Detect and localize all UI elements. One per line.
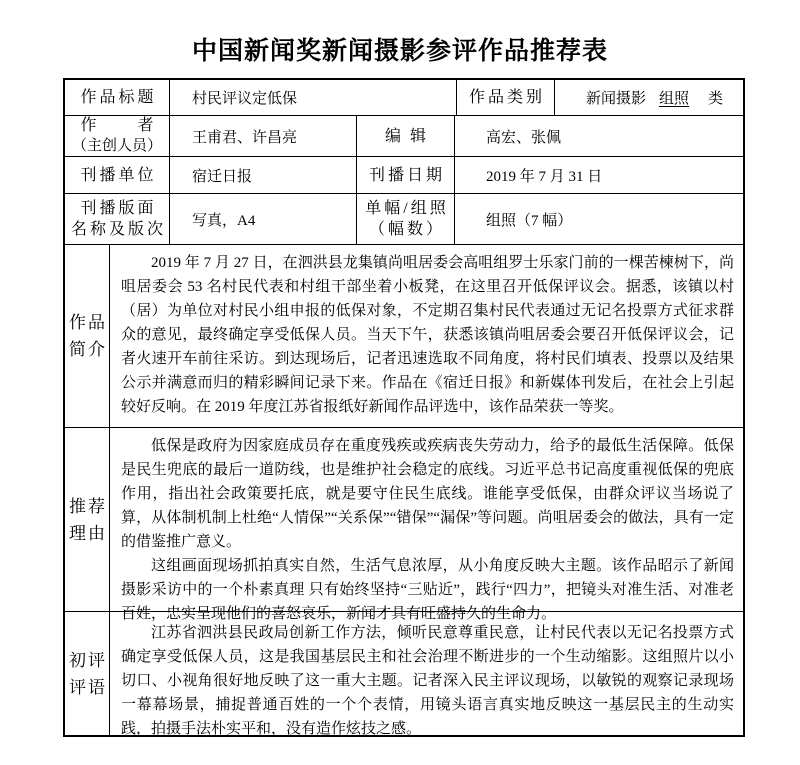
photo-count-label-line1: 单幅/组照 — [365, 200, 449, 217]
row-author — [65, 116, 743, 157]
publish-unit-value: 宿迁日报 — [170, 157, 357, 193]
review-label-line1: 初评 — [69, 650, 107, 670]
publish-page-label-line2: 名称及版次 — [70, 221, 166, 238]
row-recommendation — [65, 428, 743, 622]
row-publish-unit — [65, 157, 743, 194]
review-label-line2: 评语 — [69, 677, 107, 697]
intro-label-line2: 简介 — [69, 340, 107, 359]
recommendation-form-table — [63, 78, 745, 737]
publish-date-label: 刊播日期 — [357, 157, 455, 193]
work-category-type-underlined: 组照 — [659, 91, 690, 107]
work-category-prefix: 新闻摄影 — [586, 91, 647, 107]
work-category-suffix: 类 — [708, 91, 724, 107]
work-category-value — [555, 80, 743, 115]
publish-page-label-line1: 刊播版面 — [80, 200, 157, 217]
review-label — [65, 612, 110, 735]
page-title: 中国新闻奖新闻摄影参评作品推荐表 — [191, 38, 608, 65]
intro-paragraph: 2019 年 7 月 27 日，在泗洪县龙集镇尚咀居委会高咀组罗士乐家门前的一棵苦楝树下，尚咀居委会 53 名村民代表和村组干部坐着小板凳，在这里召开低保评议会。据悉，该镇以村（居）为单位对村民小组申报的低保对象，不定期召集村民代表通过无记名投票方式征求群众的意见，最终确定享受低保人员。当天下午，获悉该镇尚咀居委会要召开低保评议会，记者火速开车前往采访。到达现场后，记者迅速选取不同角度，将村民们填表、投票以及结果公示并满意而归的精彩瞬间记录下来。作品在《宿迁日报》和新媒体刊发后，在社会上引起较好反响。在 2019 年度江苏省报纸好新闻作品评选中，该作品荣获一等奖。 — [121, 255, 734, 415]
recommendation-label — [65, 428, 110, 611]
recommendation-paragraph-2: 这组画面现场抓拍真实自然，生活气息浓厚，从小角度反映大主题。该作品昭示了新闻摄影采访中的一个朴素真理 只有始终坚持“三贴近”，践行“四力”，把镜头对准生活、对准老百姓，忠实呈现他们的喜怒哀乐，新闻才具有旺盛持久的生命力。 — [121, 558, 734, 622]
author-label-line1: 作 者 — [80, 117, 157, 134]
recommendation-label-line2: 理由 — [69, 523, 107, 543]
row-work-title — [65, 80, 743, 116]
row-intro — [65, 245, 743, 428]
photo-count-value: 组照（7 幅） — [486, 212, 573, 229]
intro-label-line1: 作品 — [69, 313, 107, 332]
author-label — [65, 116, 170, 156]
photo-count-label-line2: （幅数） — [368, 221, 445, 238]
editor-label: 编辑 — [357, 116, 455, 156]
row-review — [65, 612, 743, 735]
intro-label — [65, 245, 110, 427]
publish-page-value: 写真，A4 — [170, 194, 357, 244]
work-title-value: 村民评议定低保 — [170, 80, 457, 115]
review-paragraph: 江苏省泗洪县民政局创新工作方法，倾听民意尊重民意，让村民代表以无记名投票方式确定享受低保人员，这是我国基层民主和社会治理不断进步的一个生动缩影。这组照片以小切口、小视角很好地反映了这一重大主题。记者深入民主评议现场，以敏锐的观察记录现场一幕幕场景，捕捉普通百姓的一个个表情，用镜头语言真实地反映这一基层民主的生动实践，拍摄手法朴实平和，没有造作炫技之感。 — [121, 625, 734, 737]
recommendation-paragraph-1: 低保是政府为因家庭成员存在重度残疾或疾病丧失劳动力，给予的最低生活保障。低保是民生兜底的最后一道防线，也是维护社会稳定的底线。习近平总书记高度重视低保的兜底作用，指出社会政策要托底，就是要守住民生底线。谁能享受低保，由群众评议当场说了算，从体制机制上杜绝“人情保”“关系保”“错保”“漏保”等问题。尚咀居委会的做法，具有一定的借鉴推广意义。 — [121, 438, 734, 550]
review-text — [110, 612, 743, 735]
editor-value: 高宏、张佩 — [486, 129, 562, 146]
publish-unit-label: 刊播单位 — [65, 157, 170, 193]
recommendation-label-line1: 推荐 — [69, 496, 107, 516]
publish-date-value: 2019 年 7 月 31 日 — [486, 168, 603, 185]
publish-page-label — [65, 194, 170, 244]
work-category-label: 作品类别 — [457, 80, 555, 115]
intro-text — [110, 245, 743, 427]
row-publish-page — [65, 194, 743, 245]
photo-count-label — [357, 194, 455, 244]
author-value: 王甫君、许昌亮 — [170, 116, 357, 156]
author-label-line2: （主创人员） — [71, 138, 162, 154]
recommendation-text — [110, 428, 743, 622]
work-title-label: 作品标题 — [65, 80, 170, 115]
